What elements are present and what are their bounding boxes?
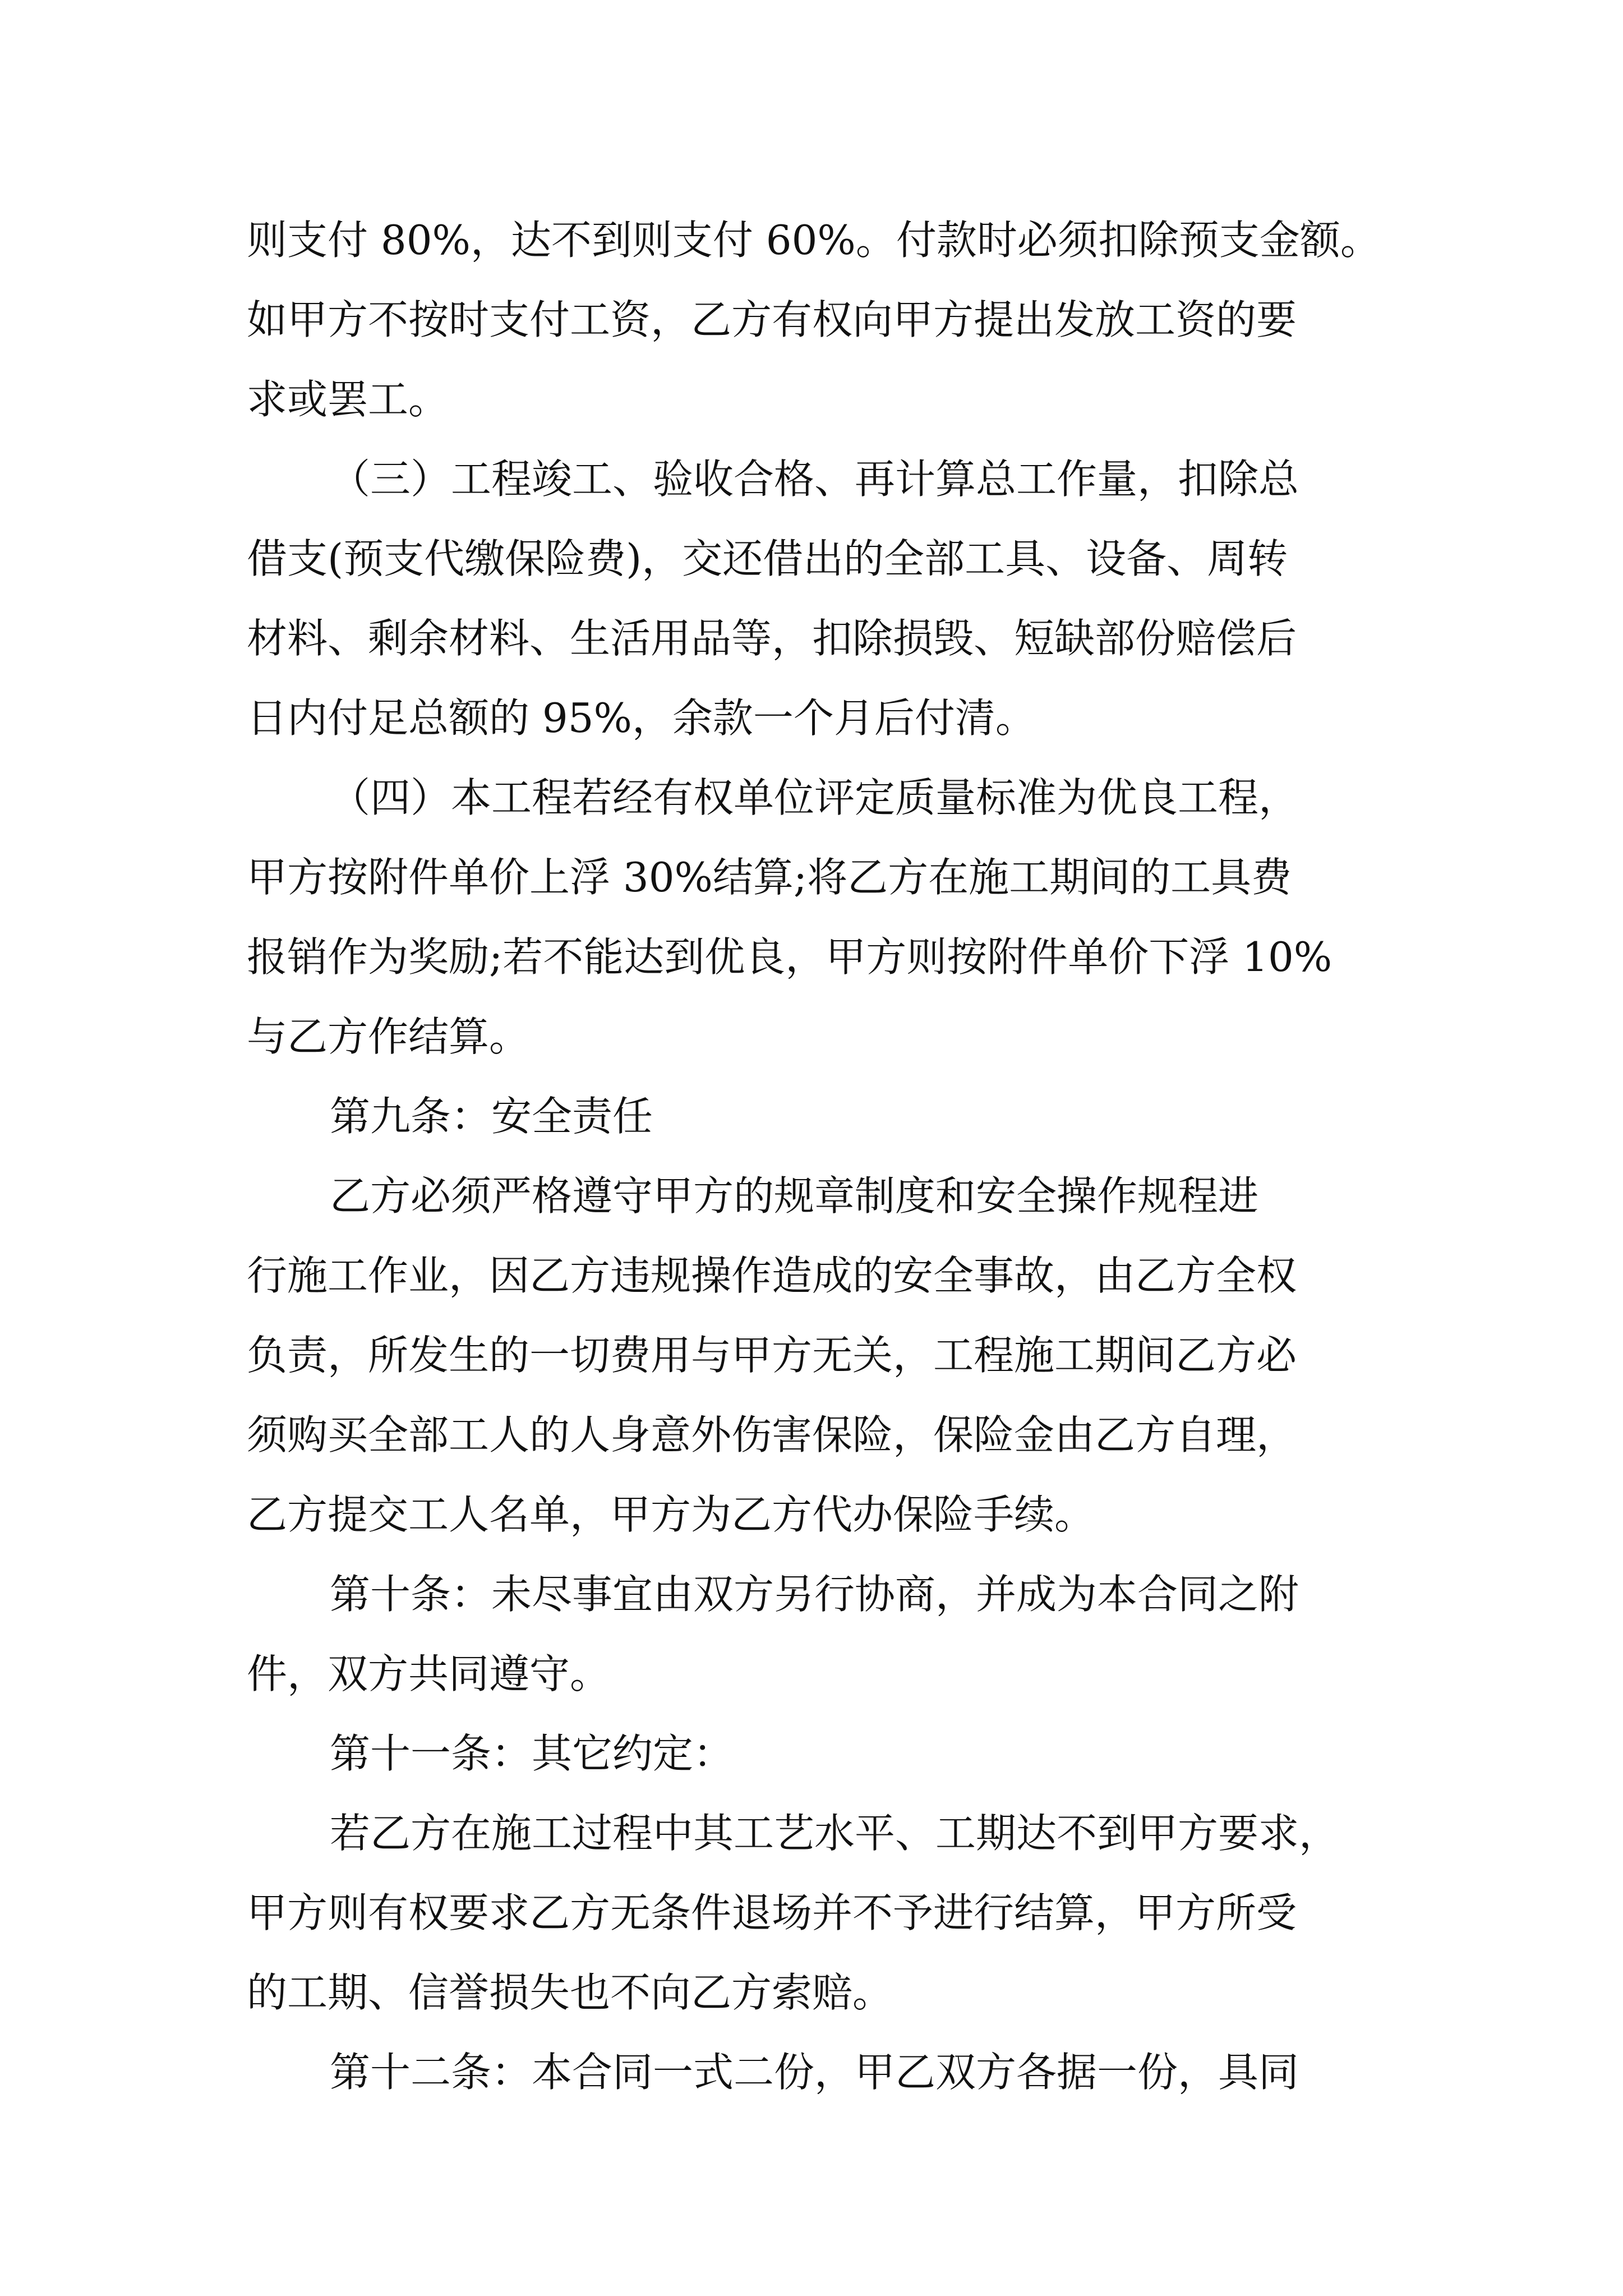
text-line: 借支(预支代缴保险费)，交还借出的全部工具、设备、周转: [247, 535, 1288, 582]
text-line: 第十条：未尽事宜由双方另行协商，并成为本合同之附: [330, 1571, 1299, 1618]
text-line: （四）本工程若经有权单位评定质量标准为优良工程，: [330, 774, 1299, 821]
text-line: 求或罢工。: [247, 376, 449, 423]
text-line: 如甲方不按时支付工资，乙方有权向甲方提出发放工资的要: [247, 296, 1297, 343]
text-line: 则支付 80%，达不到则支付 60%。付款时必须扣除预支金额。: [247, 217, 1381, 264]
text-line: 乙方提交工人名单，甲方为乙方代办保险手续。: [247, 1491, 1095, 1538]
text-line: 材料、剩余材料、生活用品等，扣除损毁、短缺部份赔偿后: [247, 615, 1297, 662]
text-line: 与乙方作结算。: [247, 1013, 530, 1060]
text-line: 第十二条：本合同一式二份，甲乙双方各据一份，具同: [330, 2049, 1299, 2096]
text-line: 须购买全部工人的人身意外伤害保险，保险金由乙方自理，: [247, 1411, 1297, 1458]
section-heading: 第九条：安全责任: [330, 1093, 653, 1140]
text-line: 的工期、信誉损失也不向乙方索赔。: [247, 1969, 893, 2016]
section-heading: 第十一条：其它约定：: [330, 1730, 734, 1777]
text-line: （三）工程竣工、验收合格、再计算总工作量，扣除总: [330, 455, 1299, 503]
text-line: 乙方必须严格遵守甲方的规章制度和安全操作规程进: [330, 1172, 1259, 1220]
text-line: 行施工作业，因乙方违规操作造成的安全事故，由乙方全权: [247, 1252, 1297, 1299]
text-line: 若乙方在施工过程中其工艺水平、工期达不到甲方要求，: [330, 1810, 1340, 1857]
text-line: 日内付足总额的 95%，余款一个月后付清。: [247, 694, 1036, 742]
text-line: 件，双方共同遵守。: [247, 1650, 611, 1697]
text-line: 报销作为奖励;若不能达到优良，甲方则按附件单价下浮 10%: [247, 933, 1332, 981]
text-line: 甲方则有权要求乙方无条件退场并不予进行结算，甲方所受: [247, 1889, 1297, 1936]
text-line: 甲方按附件单价上浮 30%结算;将乙方在施工期间的工具费: [247, 854, 1292, 901]
text-line: 负责，所发生的一切费用与甲方无关，工程施工期间乙方必: [247, 1332, 1297, 1379]
